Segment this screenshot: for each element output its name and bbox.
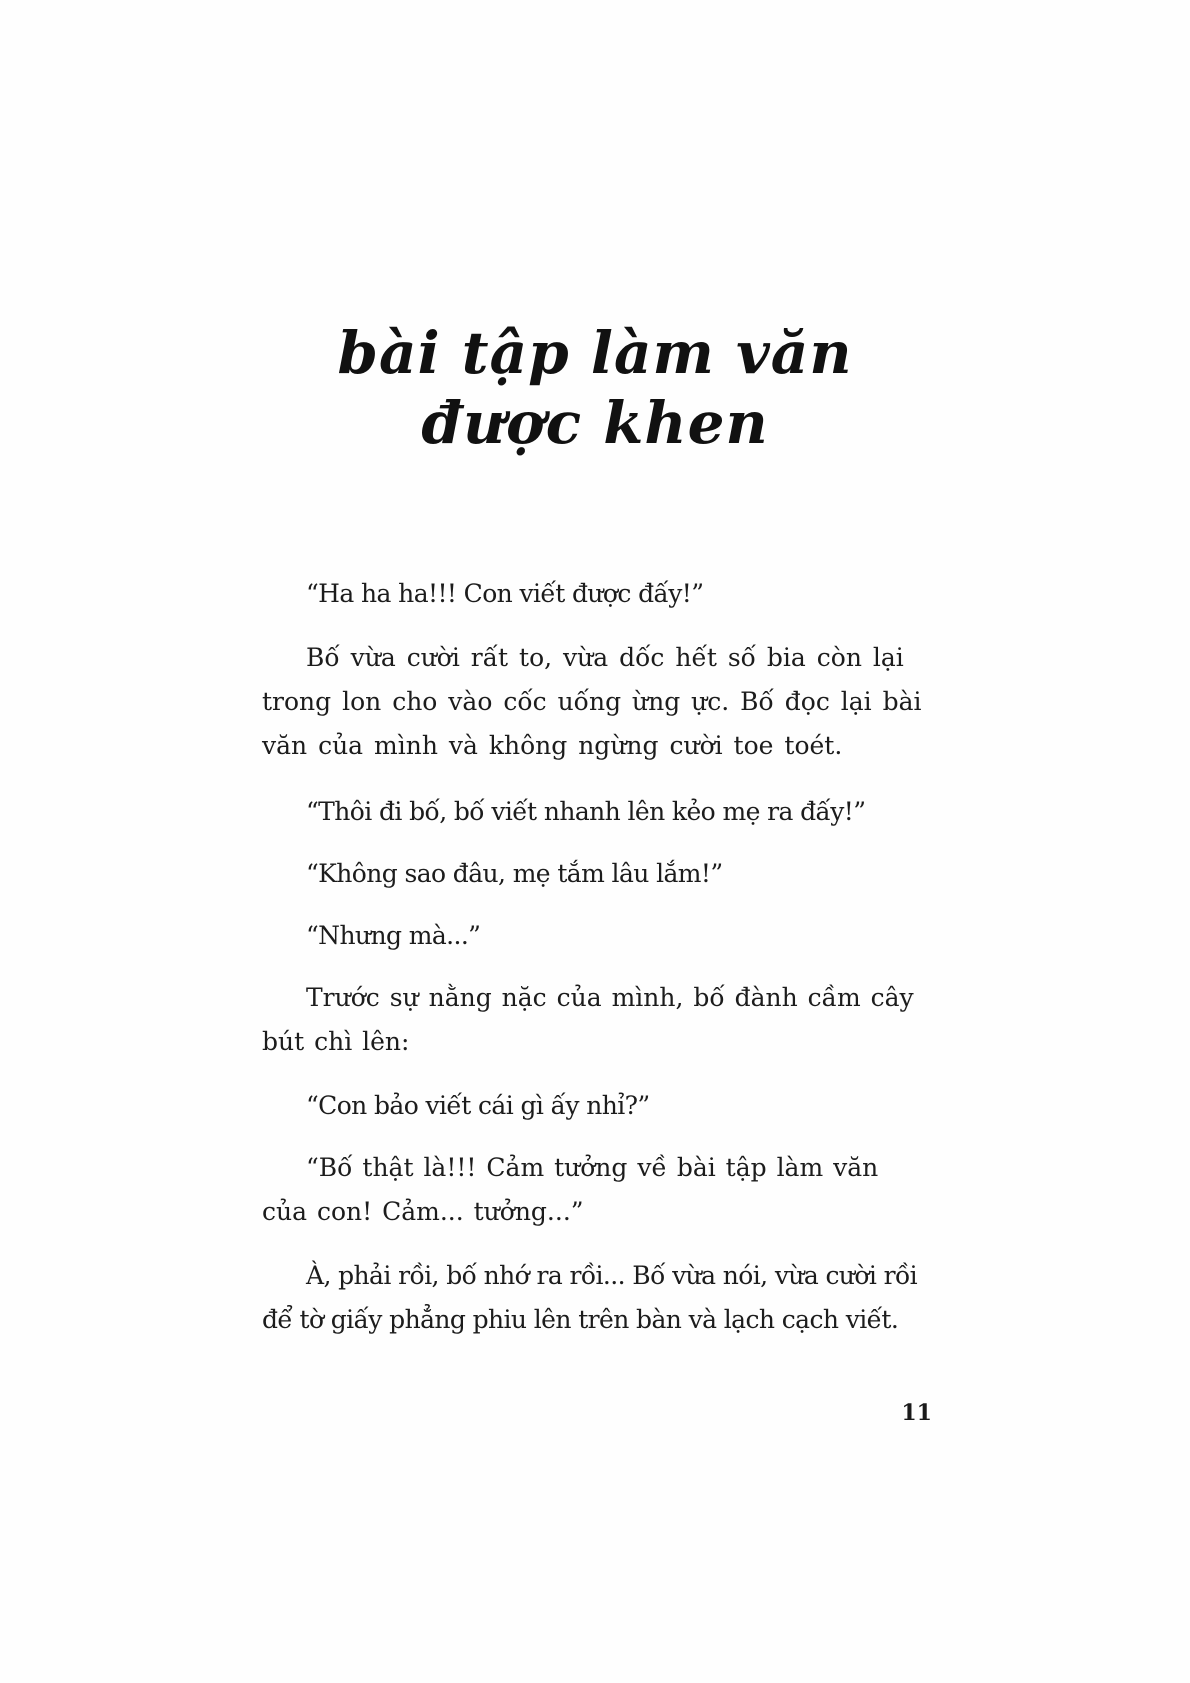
chapter-title-line-1: bài tập làm văn	[337, 319, 853, 387]
page-number: 11	[901, 1400, 932, 1426]
paragraph-8: “Bố thật là!!! Cảm tưởng về bài tập làm văn của con! Cảm... tưởng...”	[262, 1153, 879, 1226]
paragraph-2: Bố vừa cười rất to, vừa dốc hết số bia còn lại trong lon cho vào cốc uống ừng ực. Bố đọc lại bài văn của mình và không ngừng cười toe toét.	[262, 643, 922, 760]
paragraph-4: “Không sao đâu, mẹ tắm lâu lắm!”	[306, 859, 723, 888]
paragraph-3: “Thôi đi bố, bố viết nhanh lên kẻo mẹ ra đấy!”	[306, 797, 866, 826]
chapter-title-line-2: được khen	[421, 389, 769, 457]
paragraph-5: “Nhưng mà...”	[306, 921, 481, 950]
paragraph-6: Trước sự nằng nặc của mình, bố đành cầm cây bút chì lên:	[262, 983, 914, 1056]
paragraph-1: “Ha ha ha!!! Con viết được đấy!”	[306, 579, 704, 608]
paragraph-7: “Con bảo viết cái gì ấy nhỉ?”	[306, 1091, 650, 1120]
paragraph-9: À, phải rồi, bố nhớ ra rồi... Bố vừa nói, vừa cười rồi để tờ giấy phẳng phiu lên trên bàn và lạch cạch viết.	[262, 1261, 918, 1334]
